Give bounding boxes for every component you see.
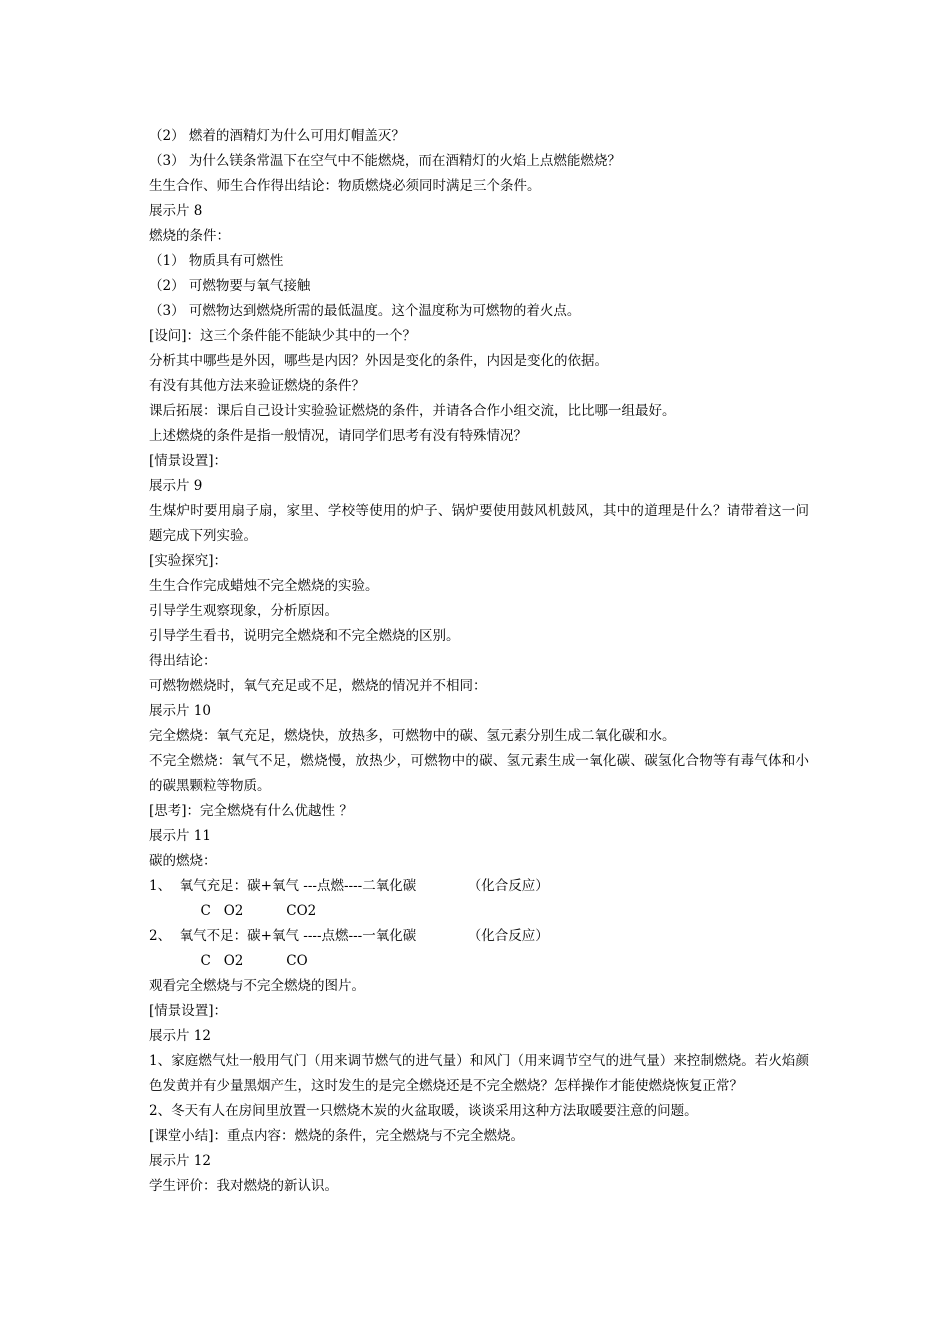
document-body [149,124,809,1199]
text-line: 观看完全燃烧与不完全燃烧的图片。 [149,978,365,994]
paragraph: 1、家庭燃气灶一般用气门（用来调节燃气的进气量）和风门（用来调节空气的进气量）来控制燃烧。若火焰颜色发黄并有少量黑烟产生，这时发生的是完全燃烧还是不完全燃烧？怎样操作才能使燃烧恢复正常？ [149,1053,809,1094]
slide-heading: 展示片 9 [149,478,203,494]
text-line: 课后拓展：课后自己设计实验验证燃烧的条件，并请各合作小组交流，比比哪一组最好。 [149,403,676,419]
text-line: 碳的燃烧： [149,853,217,869]
slide-heading: 展示片 12 [149,1153,211,1169]
slide-heading: 展示片 12 [149,1028,211,1044]
text-line: 生生合作完成蜡烛不完全燃烧的实验。 [149,578,379,594]
section-label: [课堂小结]：重点内容：燃烧的条件，完全燃烧与不完全燃烧。 [149,1128,525,1144]
text-line: 分析其中哪些是外因，哪些是内因？外因是变化的条件，内因是变化的依据。 [149,353,608,369]
paragraph: 不完全燃烧：氧气不足，燃烧慢，放热少，可燃物中的碳、氢元素生成一氧化碳、碳氢化合物等有毒气体和小的碳黑颗粒等物质。 [149,753,809,794]
text-line: 有没有其他方法来验证燃烧的条件？ [149,378,365,394]
list-item: （2） 可燃物要与氧气接触 [149,278,311,294]
text-line: 上述燃烧的条件是指一般情况，请同学们思考有没有特殊情况？ [149,428,527,444]
text-line: 完全燃烧：氧气充足，燃烧快，放热多，可燃物中的碳、氢元素分别生成二氧化碳和水。 [149,728,676,744]
list-item: （3） 可燃物达到燃烧所需的最低温度。这个温度称为可燃物的着火点。 [149,303,581,319]
formula-line: C O2 CO [149,953,308,969]
text-line: 引导学生观察现象，分析原因。 [149,603,338,619]
text-line: 燃烧的条件： [149,228,230,244]
text-line: [设问]：这三个条件能不能缺少其中的一个？ [149,328,417,344]
text-line: 得出结论： [149,653,217,669]
section-label: [情景设置]： [149,1003,228,1019]
paragraph: 生煤炉时要用扇子扇，家里、学校等使用的炉子、锅炉要使用鼓风机鼓风，其中的道理是什么？请带着这一问题完成下列实验。 [149,503,809,544]
text-line: 生生合作、师生合作得出结论：物质燃烧必须同时满足三个条件。 [149,178,541,194]
equation-line: 1、 氧气充足：碳+氧气 ---点燃----二氧化碳 （化合反应） [149,878,549,894]
text-line: 引导学生看书，说明完全燃烧和不完全燃烧的区别。 [149,628,460,644]
section-label: [情景设置]： [149,453,228,469]
text-line: 可燃物燃烧时，氧气充足或不足，燃烧的情况并不相同： [149,678,487,694]
text-line: （2） 燃着的酒精灯为什么可用灯帽盖灭？ [149,128,405,144]
slide-heading: 展示片 8 [149,203,203,219]
text-line: 学生评价：我对燃烧的新认识。 [149,1178,338,1194]
section-label: [实验探究]： [149,553,228,569]
slide-heading: 展示片 11 [149,828,211,844]
formula-line: C O2 CO2 [149,903,317,919]
text-line: 2、冬天有人在房间里放置一只燃烧木炭的火盆取暖，谈谈采用这种方法取暖要注意的问题。 [149,1103,698,1119]
list-item: （1） 物质具有可燃性 [149,253,284,269]
slide-heading: 展示片 10 [149,703,211,719]
section-label: [思考]：完全燃烧有什么优越性 ？ [149,803,353,819]
equation-line: 2、 氧气不足：碳+氧气 ----点燃---一氧化碳 （化合反应） [149,928,549,944]
text-line: （3） 为什么镁条常温下在空气中不能燃烧，而在酒精灯的火焰上点燃能燃烧？ [149,153,621,169]
